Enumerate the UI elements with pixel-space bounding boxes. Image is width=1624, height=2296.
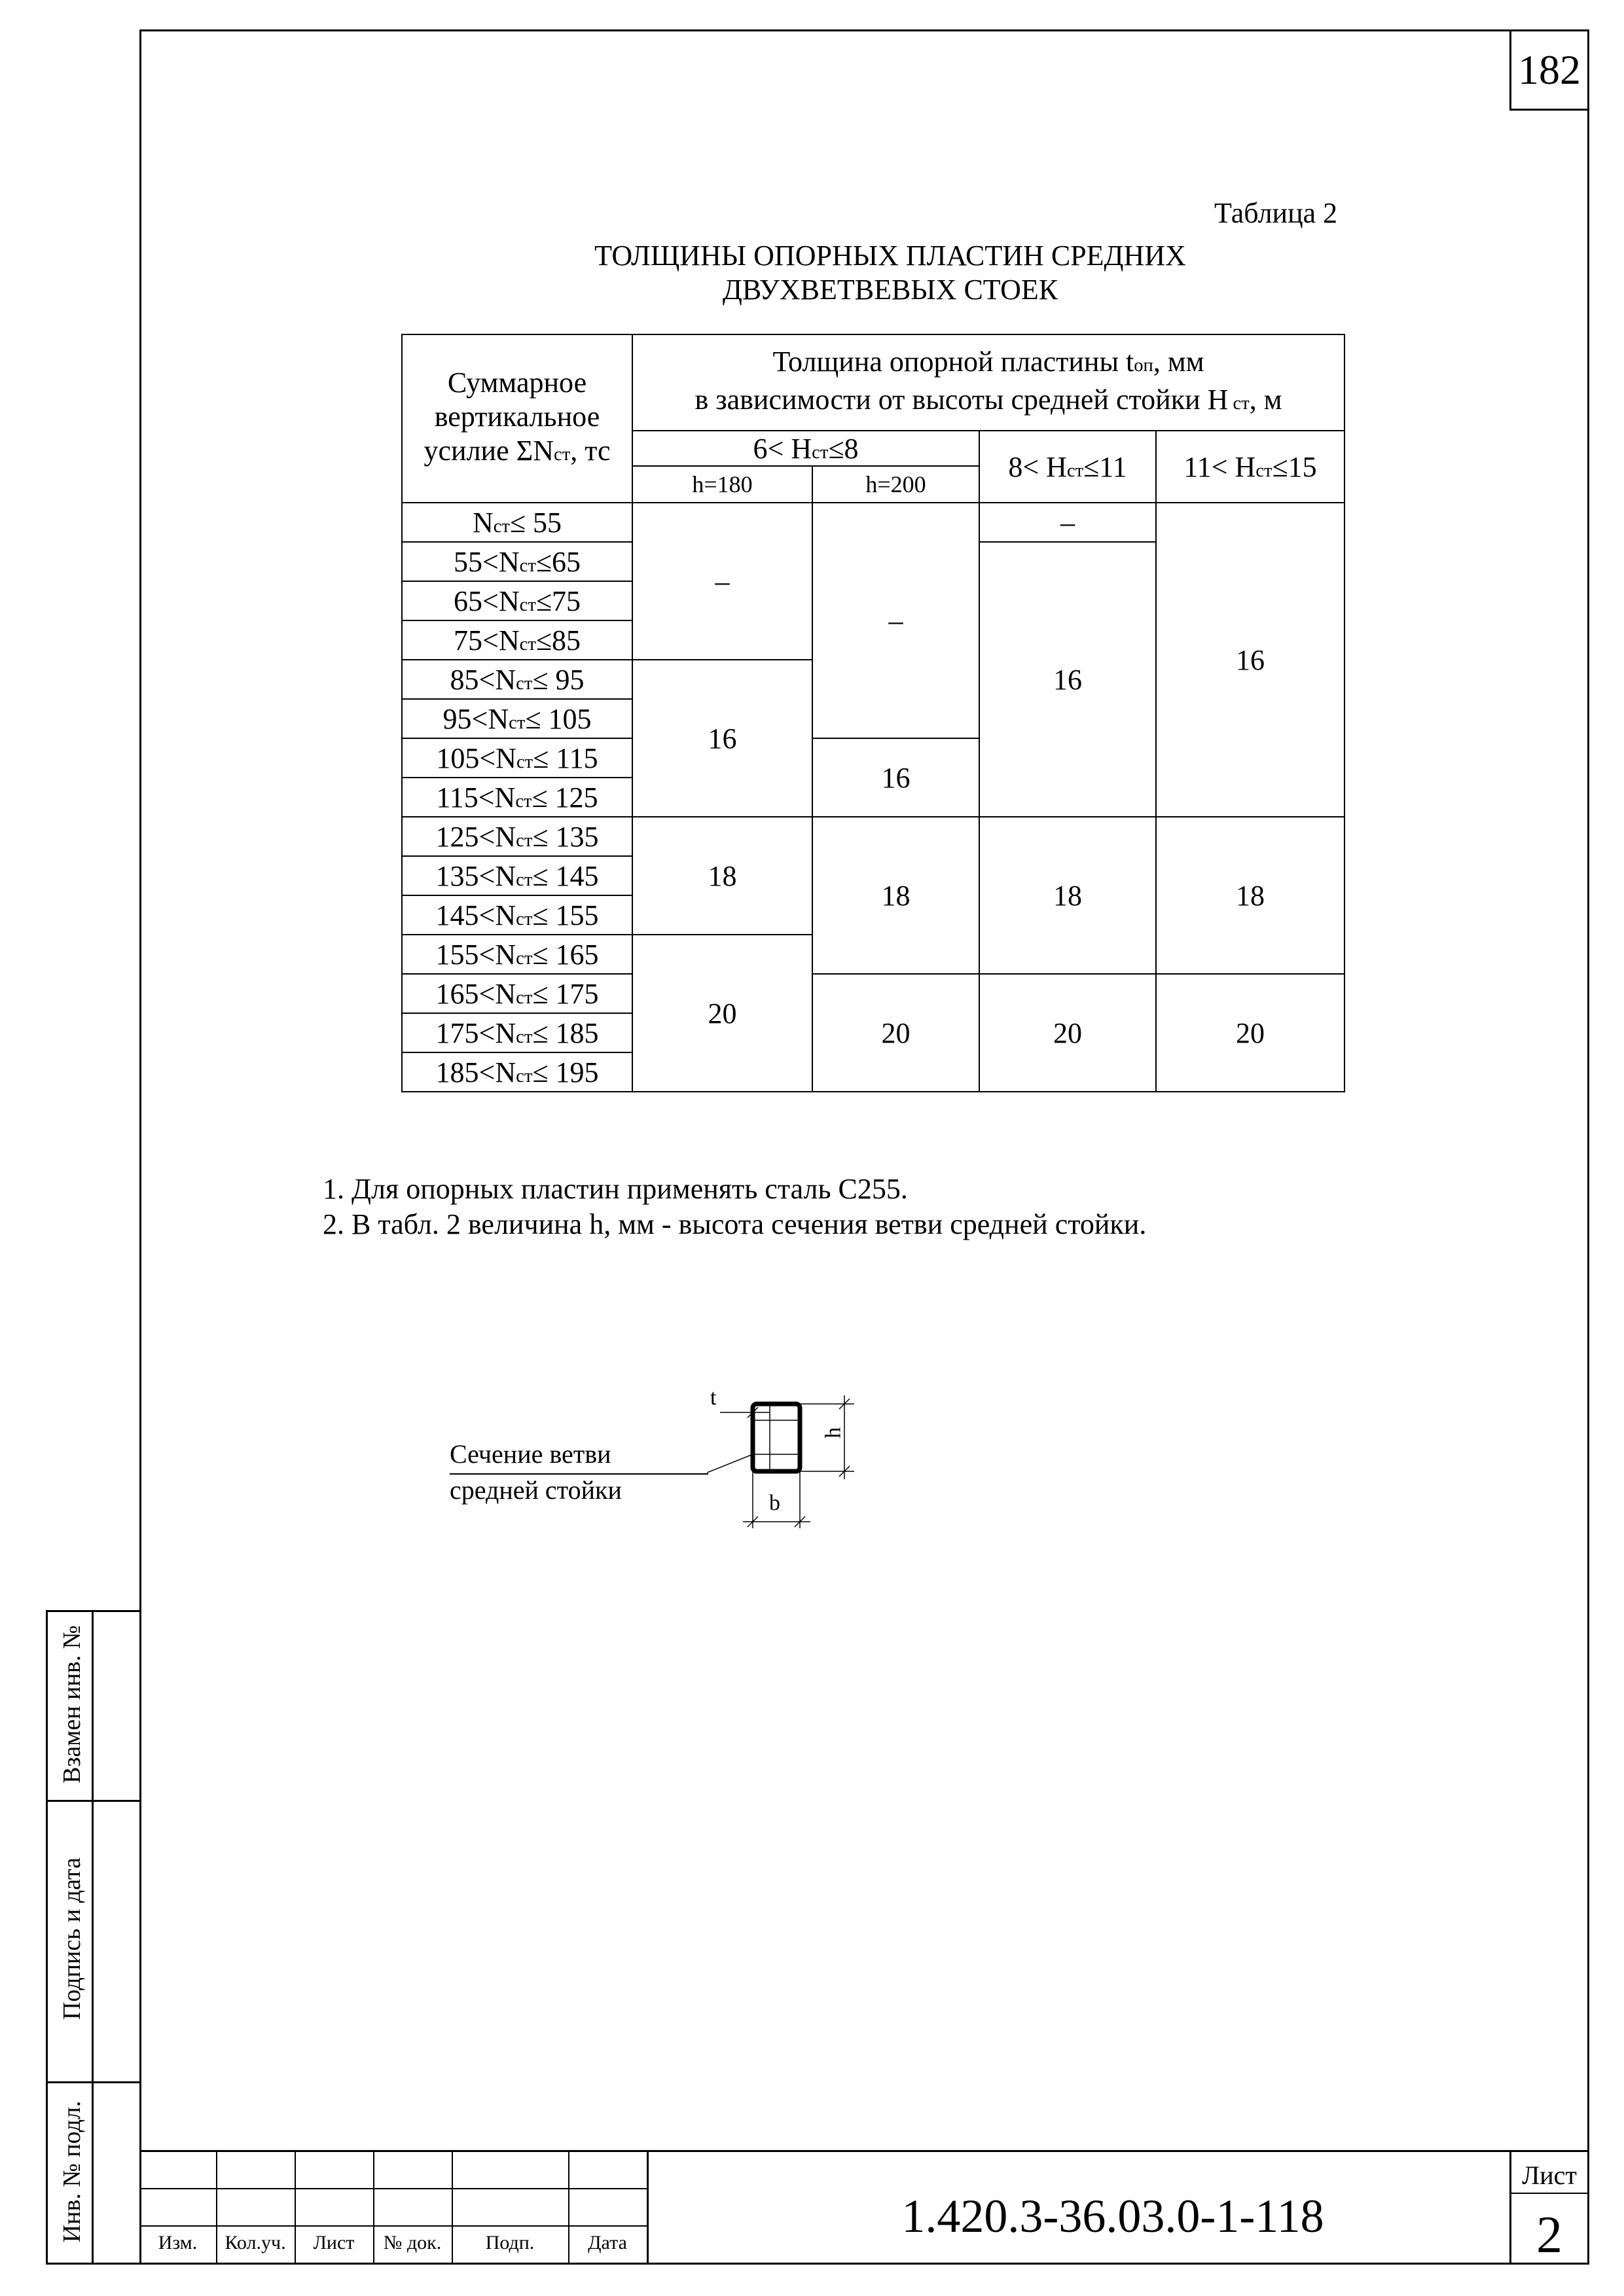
- header-range-11-15: 11< Hст≤15: [1156, 431, 1344, 503]
- side-label-vzamen: Взамен инв. №: [58, 1625, 86, 1784]
- cell-r2-20: 20: [979, 974, 1156, 1092]
- table-caption: Таблица 2: [1214, 197, 1338, 229]
- row-label: 145<Nст≤ 155: [402, 895, 632, 935]
- cell-h180-20: 20: [632, 935, 812, 1092]
- header-range-6-8: 6< Hст≤8: [632, 431, 979, 466]
- title-line-2: ДВУХВЕТВЕВЫХ СТОЕК: [722, 274, 1058, 306]
- cell-r2-18: 18: [979, 817, 1156, 974]
- stamp-izm: Изм.: [158, 2232, 198, 2253]
- stamp-kol: Кол.уч.: [225, 2232, 286, 2253]
- notes: [323, 1172, 1146, 1242]
- section-b-label: b: [769, 1491, 780, 1515]
- page-number: 182: [1509, 29, 1589, 111]
- col-header-thickness: Толщина опорной пластины tоп, мм в зависимости от высоты средней стойки H ст, м: [632, 334, 1344, 431]
- table-title: [497, 239, 1283, 307]
- row-label: Nст≤ 55: [402, 503, 632, 542]
- sheet-label: Лист: [1522, 2161, 1577, 2190]
- section-t-label: t: [710, 1386, 717, 1410]
- row-label: 115<Nст≤ 125: [402, 778, 632, 817]
- row-label: 85<Nст≤ 95: [402, 660, 632, 699]
- section-label-1: Сечение ветви: [450, 1439, 611, 1469]
- cell-r3-16: 16: [1156, 503, 1344, 817]
- row-label: 165<Nст≤ 175: [402, 974, 632, 1013]
- section-h-label: h: [821, 1427, 846, 1439]
- cell-h180-dash: –: [632, 503, 812, 660]
- sheet-number: 2: [1536, 2206, 1562, 2264]
- stamp-podp: Подп.: [485, 2232, 535, 2253]
- cell-h200-20: 20: [812, 974, 979, 1092]
- side-label-inv: Инв. № подл.: [58, 2100, 86, 2243]
- note-1: 1. Для опорных пластин применять сталь С255.: [323, 1173, 908, 1205]
- cell-r3-20: 20: [1156, 974, 1344, 1092]
- row-label: 65<Nст≤75: [402, 581, 632, 620]
- cell-h200-16: 16: [812, 738, 979, 817]
- cell-h200-18: 18: [812, 817, 979, 974]
- section-sketch: [707, 1381, 877, 1538]
- cell-h180-18: 18: [632, 817, 812, 935]
- plate-thickness-table: [401, 334, 1345, 1092]
- cell-h180-16: 16: [632, 660, 812, 817]
- side-label-podpis: Подпись и дата: [58, 1857, 86, 2020]
- note-2: 2. В табл. 2 величина h, мм - высота сечения ветви средней стойки.: [323, 1208, 1147, 1240]
- stamp-list: Лист: [313, 2232, 355, 2253]
- row-label: 75<Nст≤85: [402, 620, 632, 660]
- stamp-ndok: № док.: [383, 2232, 442, 2253]
- cell-r2-16: 16: [979, 542, 1156, 817]
- cell-r2-dash: –: [979, 503, 1156, 542]
- col-header-force: Суммарное вертикальное усилие ΣNст, тс: [402, 334, 632, 503]
- header-range-8-11: 8< Hст≤11: [979, 431, 1156, 503]
- row-label: 135<Nст≤ 145: [402, 856, 632, 895]
- row-label: 125<Nст≤ 135: [402, 817, 632, 856]
- row-label: 185<Nст≤ 195: [402, 1052, 632, 1092]
- row-label: 55<Nст≤65: [402, 542, 632, 581]
- document-code: 1.420.3-36.03.0-1-118: [901, 2190, 1324, 2242]
- cell-r3-18: 18: [1156, 817, 1344, 974]
- row-label: 105<Nст≤ 115: [402, 738, 632, 778]
- stamp-data: Дата: [588, 2232, 627, 2253]
- row-label: 155<Nст≤ 165: [402, 935, 632, 974]
- cell-h200-dash: –: [812, 503, 979, 738]
- section-label-2: средней стойки: [450, 1475, 622, 1505]
- row-label: 95<Nст≤ 105: [402, 699, 632, 738]
- header-h180: h=180: [632, 466, 812, 503]
- row-label: 175<Nст≤ 185: [402, 1013, 632, 1052]
- header-h200: h=200: [812, 466, 979, 503]
- title-line-1: ТОЛЩИНЫ ОПОРНЫХ ПЛАСТИН СРЕДНИХ: [594, 240, 1186, 272]
